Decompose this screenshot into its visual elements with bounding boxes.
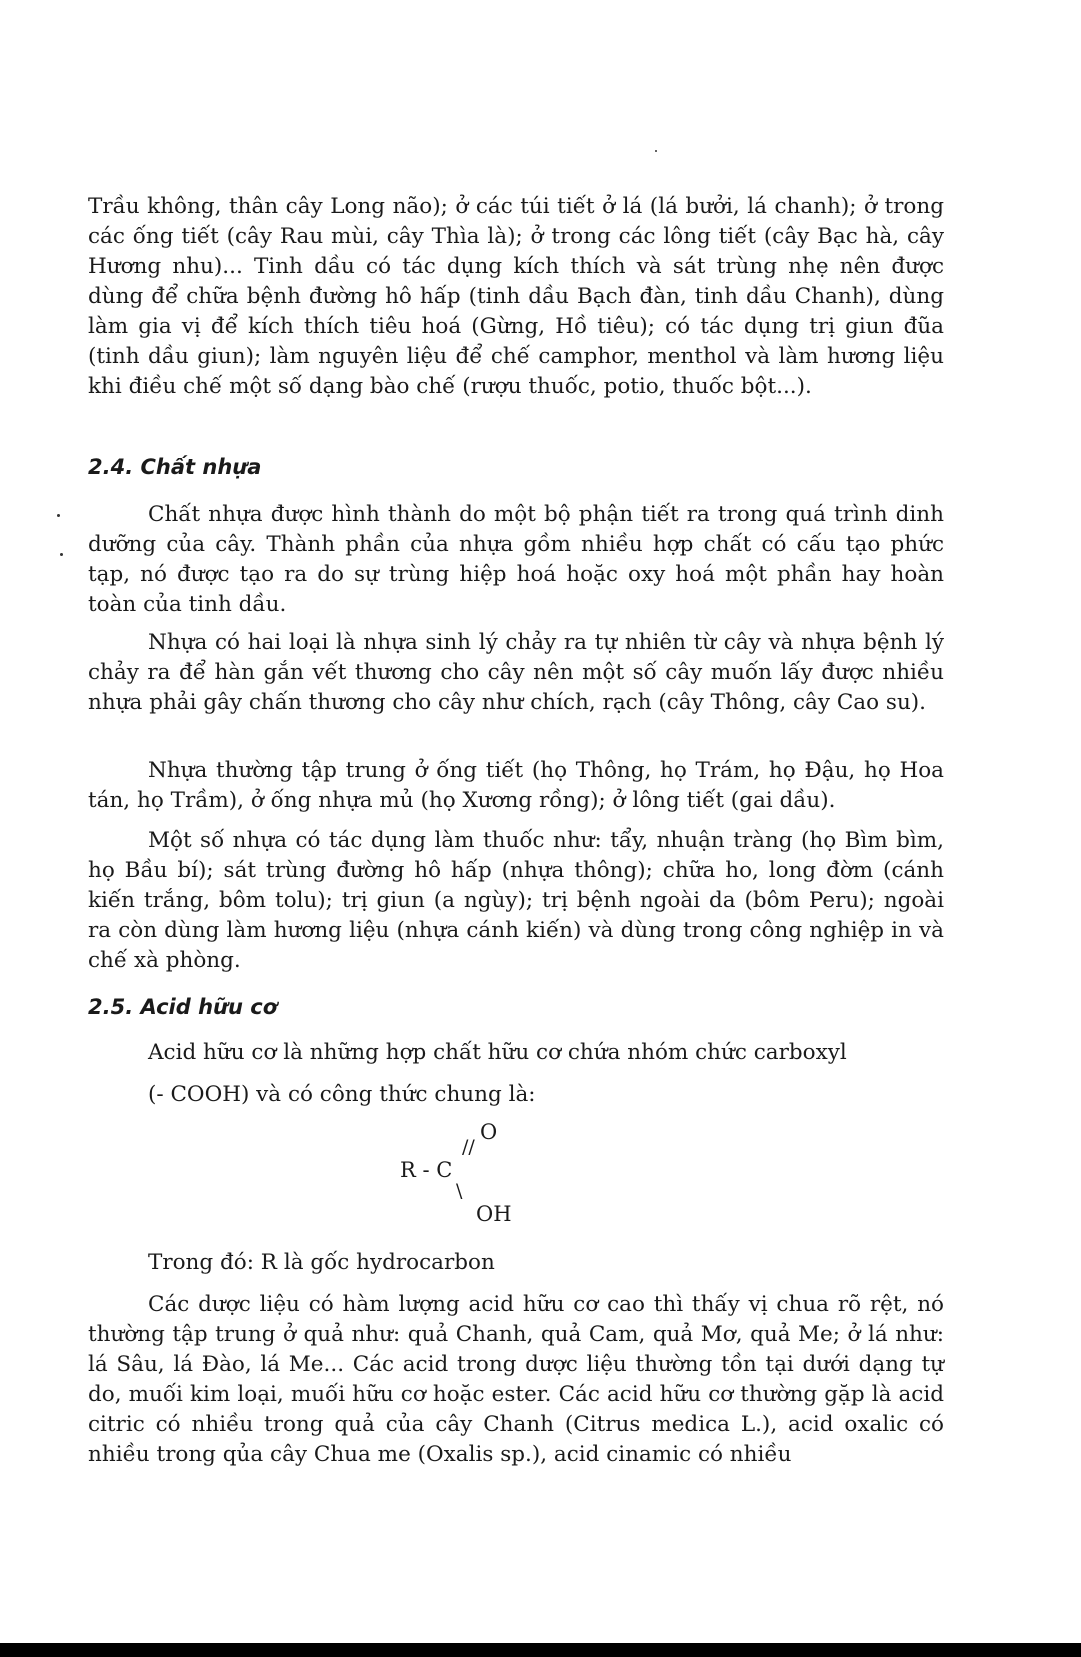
scan-bottom-border bbox=[0, 1643, 1081, 1657]
section-heading-organic-acid: 2.5. Acid hữu cơ bbox=[88, 995, 278, 1019]
section-heading-resin: 2.4. Chất nhựa bbox=[88, 455, 262, 479]
paragraph-essential-oil: Trầu không, thân cây Long não); ở các túi tiết ở lá (lá bưởi, lá chanh); ở trong các ống tiết (cây Rau mùi, cây Thìa là); ở trong các lông tiết (cây Bạc hà, cây Hương nhu)... Tinh dầu có tác dụng kích thích và sát trùng nhẹ nên được dùng để chữa bệnh đường hô hấp (tinh dầu Bạch đàn, tinh dầu Chanh), dùng làm gia vị để kích thích tiêu hoá (Gừng, Hồ tiêu); có tác dụng trị giun đũa (tinh dầu giun); làm nguyên liệu để chế camphor, menthol và làm hương liệu khi điều chế một số dạng bào chế (rượu thuốc, potio, thuốc bột...). bbox=[88, 194, 944, 399]
formula-hydroxyl: OH bbox=[476, 1202, 512, 1226]
scan-speck bbox=[57, 514, 60, 517]
carboxyl-formula bbox=[400, 1120, 540, 1230]
formula-single-bond: \ bbox=[456, 1180, 463, 1202]
paragraph-resin-4: Một số nhựa có tác dụng làm thuốc như: tẩy, nhuận tràng (họ Bìm bìm, họ Bầu bí); sát trùng đường hô hấp (nhựa thông); chữa ho, long đờm (cánh kiến trắng, bôm tolu); trị giun (a ngùy); trị bệnh ngoài da (bôm Peru); ngoài ra còn dùng làm hương liệu (nhựa cánh kiến) và dùng trong công nghiệp in và chế xà phòng. bbox=[88, 828, 944, 973]
acid-definition-line: Acid hữu cơ là những hợp chất hữu cơ chứa nhóm chức carboxyl bbox=[148, 1040, 847, 1065]
paragraph-organic-acid: Các dược liệu có hàm lượng acid hữu cơ cao thì thấy vị chua rõ rệt, nó thường tập trung ở quả như: quả Chanh, quả Cam, quả Mơ, quả Me; ở lá như: lá Sâu, lá Đào, lá Me... Các acid trong dược liệu thường tồn tại dưới dạng tự do, muối kim loại, muối hữu cơ hoặc ester. Các acid hữu cơ thường gặp là acid citric có nhiều trong quả của cây Chanh (Citrus medica L.), acid oxalic có nhiều trong qủa cây Chua me (Oxalis sp.), acid cinamic có nhiều bbox=[88, 1292, 944, 1467]
paragraph-resin-2: Nhựa có hai loại là nhựa sinh lý chảy ra tự nhiên từ cây và nhựa bệnh lý chảy ra để hàn gắn vết thương cho cây nên một số cây muốn lấy được nhiều nhựa phải gây chấn thương cho cây như chích, rạch (cây Thông, cây Cao su). bbox=[88, 630, 944, 715]
formula-double-bond: // bbox=[462, 1136, 475, 1158]
hydrocarbon-note: Trong đó: R là gốc hydrocarbon bbox=[148, 1250, 495, 1275]
scan-speck bbox=[60, 553, 63, 556]
paragraph-resin-1: Chất nhựa được hình thành do một bộ phận tiết ra trong quá trình dinh dưỡng của cây. Thành phần của nhựa gồm nhiều hợp chất có cấu tạo phức tạp, nó được tạo ra do sự trùng hiệp hoá hoặc oxy hoá một phần hay hoàn toàn của tinh dầu. bbox=[88, 502, 944, 617]
paragraph-resin-3: Nhựa thường tập trung ở ống tiết (họ Thông, họ Trám, họ Đậu, họ Hoa tán, họ Trầm), ở ống nhựa mủ (họ Xương rồng); ở lông tiết (gai dầu). bbox=[88, 758, 944, 813]
formula-oxygen: O bbox=[480, 1120, 498, 1144]
acid-formula-intro: (- COOH) và có công thức chung là: bbox=[148, 1082, 536, 1107]
formula-r-c: R - C bbox=[400, 1158, 453, 1182]
scan-speck bbox=[655, 150, 657, 152]
